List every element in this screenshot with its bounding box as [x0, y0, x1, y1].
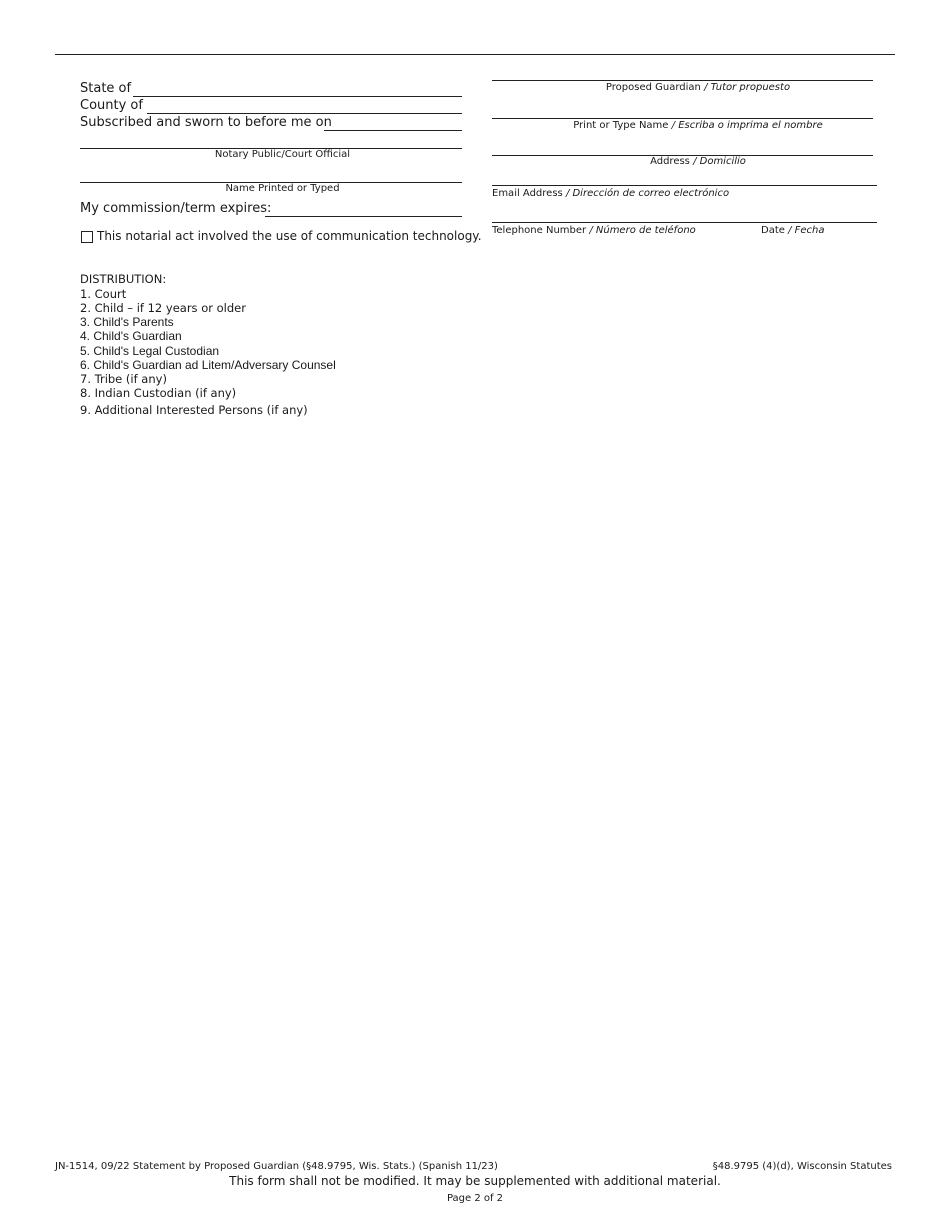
email-es: / Dirección de correo electrónico	[565, 188, 730, 199]
proposed-guardian-caption	[492, 82, 904, 94]
print-name-field[interactable]	[492, 118, 873, 119]
date-caption	[761, 225, 825, 237]
name-printed-caption: Name Printed or Typed	[225, 183, 340, 194]
state-label: State of	[80, 81, 132, 96]
commission-field[interactable]	[265, 216, 462, 217]
email-caption	[492, 188, 729, 200]
comm-tech-checkbox[interactable]	[81, 231, 93, 243]
form-id: JN-1514, 09/22 Statement by Proposed Guardian (§48.9795, Wis. Stats.) (Spanish 11/23)	[55, 1161, 498, 1172]
distribution-item: 1. Court	[80, 287, 127, 301]
distribution-item: 6. Child's Guardian ad Litem/Adversary Counsel	[80, 358, 336, 372]
print-name-es: / Escriba o imprima el nombre	[671, 120, 823, 131]
email-field[interactable]	[492, 222, 877, 223]
phone-en: Telephone Number	[492, 225, 587, 236]
date-en: Date	[761, 225, 785, 236]
email-en: Email Address	[492, 188, 563, 199]
distribution-item: 9. Additional Interested Persons (if any)	[80, 403, 308, 417]
proposed-guardian-es: / Tutor propuesto	[704, 82, 791, 93]
address-caption	[492, 156, 904, 168]
comm-tech-label: This notarial act involved the use of communication technology.	[97, 229, 482, 243]
county-label: County of	[80, 98, 143, 113]
distribution-item: 5. Child's Legal Custodian	[80, 344, 220, 358]
phone-caption	[492, 225, 696, 237]
county-field[interactable]	[147, 113, 462, 114]
address-line-2-field[interactable]	[492, 185, 877, 186]
commission-label: My commission/term expires:	[80, 201, 272, 216]
page-number: Page 2 of 2	[446, 1193, 504, 1204]
distribution-item: 4. Child's Guardian	[80, 329, 182, 343]
distribution-item: 8. Indian Custodian (if any)	[80, 386, 237, 400]
phone-es: / Número de teléfono	[589, 225, 696, 236]
address-en: Address	[650, 156, 690, 167]
distribution-item: 2. Child – if 12 years or older	[80, 301, 246, 315]
print-name-caption	[492, 120, 904, 132]
distribution-title: DISTRIBUTION:	[80, 272, 167, 286]
top-rule	[55, 54, 895, 55]
distribution-item: 7. Tribe (if any)	[80, 372, 167, 386]
statute-ref: §48.9795 (4)(d), Wisconsin Statutes	[712, 1161, 892, 1172]
subscribed-date-field[interactable]	[324, 130, 462, 131]
distribution-item: 3. Child's Parents	[80, 315, 174, 329]
modification-notice: This form shall not be modified. It may be supplemented with additional material.	[229, 1174, 721, 1188]
proposed-guardian-en: Proposed Guardian	[605, 82, 701, 93]
subscribed-label: Subscribed and sworn to before me on	[80, 115, 332, 130]
notary-caption: Notary Public/Court Official	[214, 149, 351, 160]
guardian-signature-field[interactable]	[492, 80, 873, 81]
state-field[interactable]	[133, 96, 462, 97]
address-es: / Domicilio	[693, 156, 746, 167]
date-es: / Fecha	[788, 225, 825, 236]
print-name-en: Print or Type Name	[573, 120, 669, 131]
